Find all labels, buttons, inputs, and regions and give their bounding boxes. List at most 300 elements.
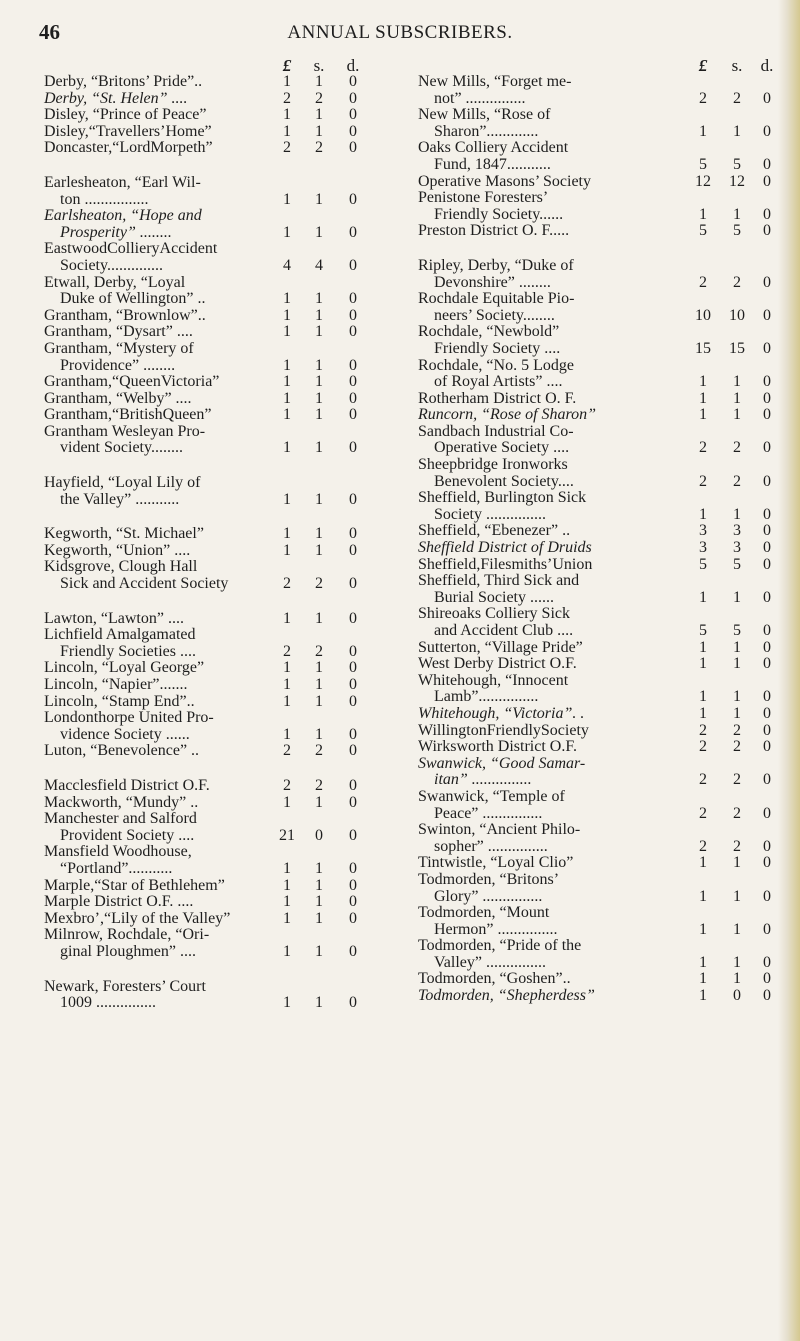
subscriber-name: vident Society........ [60, 439, 183, 457]
pence-amount: 0 [349, 676, 357, 693]
shillings-amount: 1 [315, 439, 323, 457]
subscriber-entry [418, 953, 771, 972]
page-number: 46 [39, 20, 60, 44]
pounds-amount: 1 [283, 609, 291, 627]
pence-amount: 0 [763, 688, 771, 706]
subscriber-entry [44, 374, 394, 391]
subscriber-entry [418, 457, 768, 474]
right-column [418, 56, 774, 1005]
pence-amount: 0 [349, 356, 357, 374]
pence-amount: 0 [349, 89, 357, 107]
subscriber-entry [418, 324, 768, 341]
shillings-amount: 5 [733, 155, 741, 173]
subscriber-entry [44, 407, 394, 424]
subscriber-name: Mexbro’,“Lily of the Valley” [44, 909, 231, 927]
pence-amount: 0 [763, 854, 771, 872]
pence-amount: 0 [349, 525, 357, 543]
subscriber-name: Operative Society .... [434, 439, 570, 457]
shillings-amount: 0 [733, 987, 741, 1005]
shillings-amount: 1 [733, 373, 741, 391]
pence-header: d. [346, 56, 360, 75]
subscriber-entry [418, 872, 768, 889]
subscriber-name: Disley,“Travellers’Home” [44, 122, 212, 140]
subscriber-entry [418, 273, 771, 292]
pounds-amount: 1 [699, 406, 707, 424]
subscriber-name: Lincoln, “Loyal George” [44, 659, 205, 677]
subscriber-entry [44, 424, 394, 441]
subscriber-name: Lawton, “Lawton” .... [44, 609, 184, 627]
subscriber-entry [418, 291, 768, 308]
pence-amount: 0 [349, 942, 357, 960]
pence-amount: 0 [763, 306, 771, 324]
pounds-amount: 2 [283, 642, 291, 660]
shillings-amount: 1 [315, 909, 323, 927]
subscriber-entry [418, 140, 768, 157]
shillings-amount: 3 [733, 522, 741, 540]
shillings-amount: 1 [733, 505, 741, 523]
subscriber-name: Friendly Society...... [434, 205, 564, 223]
subscriber-name: Manchester and Salford [44, 810, 197, 828]
subscriber-name: New Mills, “Forget me- [418, 73, 572, 90]
shillings-amount: 1 [315, 893, 323, 911]
subscriber-name: Hermon” ............... [434, 920, 558, 938]
subscriber-entry [418, 887, 771, 906]
shillings-amount: 1 [315, 323, 323, 341]
shillings-amount: 1 [733, 406, 741, 424]
pence-amount: 0 [763, 588, 771, 606]
subscriber-entry [418, 822, 768, 839]
subscriber-entry [418, 439, 771, 457]
pence-amount: 0 [349, 541, 357, 559]
subscriber-entry [44, 543, 394, 560]
page-header [0, 20, 800, 46]
pounds-amount: 2 [699, 837, 707, 855]
shillings-amount: 2 [315, 642, 323, 660]
subscriber-name: Whitehough, “Innocent [418, 671, 569, 689]
shillings-amount: 2 [315, 776, 323, 794]
pounds-amount: 2 [699, 721, 707, 739]
pence-amount: 0 [349, 793, 357, 811]
pence-amount: 0 [349, 190, 357, 208]
shillings-header: s. [313, 56, 325, 75]
subscriber-entry [44, 778, 394, 795]
pounds-amount: 1 [699, 854, 707, 872]
subscriber-entry [418, 721, 771, 740]
pence-amount: 0 [349, 406, 357, 424]
subscriber-entry [418, 738, 771, 756]
subscriber-entry [44, 124, 394, 141]
shillings-amount: 1 [315, 725, 323, 743]
shillings-amount: 1 [315, 659, 323, 677]
subscriber-entry [44, 694, 394, 711]
subscriber-name: Derby, “St. Helen” .... [44, 89, 188, 107]
pence-amount: 0 [349, 389, 357, 407]
subscriber-name: Grantham, “Brownlow”.. [44, 306, 206, 324]
pence-amount: 0 [763, 638, 771, 656]
subscriber-entry [44, 576, 394, 593]
subscriber-entry [44, 828, 394, 845]
pence-amount: 0 [763, 505, 771, 523]
pence-amount: 0 [763, 655, 771, 673]
shillings-amount: 2 [315, 89, 323, 107]
subscriber-entry [44, 208, 394, 225]
subscriber-entry [418, 771, 771, 789]
pounds-amount: 1 [283, 659, 291, 677]
pence-amount: 0 [349, 139, 357, 157]
subscriber-name: West Derby District O.F. [418, 655, 577, 673]
pence-amount: 0 [349, 859, 357, 877]
subscriber-entry [418, 424, 768, 441]
pence-amount: 0 [763, 172, 771, 190]
subscriber-name: Oaks Colliery Accident [418, 139, 569, 157]
subscriber-entry [44, 241, 394, 258]
subscriber-name: Todmorden, “Mount [418, 904, 550, 922]
shillings-amount: 1 [315, 122, 323, 140]
subscriber-entry [418, 539, 771, 557]
subscriber-name: Earlesheaton, “Earl Wil- [44, 173, 201, 191]
pence-amount: 0 [349, 256, 357, 274]
subscriber-entry [44, 341, 394, 358]
subscriber-name: Doncaster,“LordMorpeth” [44, 139, 213, 157]
subscriber-entry [44, 74, 394, 91]
pounds-amount: 2 [283, 742, 291, 760]
subscriber-name: and Accident Club .... [434, 622, 574, 639]
subscriber-entry [44, 358, 394, 375]
shillings-amount: 1 [733, 205, 741, 223]
subscriber-entry [44, 492, 394, 509]
pence-amount: 0 [349, 692, 357, 710]
subscriber-entry [418, 789, 768, 806]
subscriber-entry [44, 140, 394, 157]
shillings-amount: 1 [315, 859, 323, 877]
pounds-amount: 1 [283, 876, 291, 894]
subscriber-entry [44, 391, 394, 408]
shillings-amount: 1 [733, 854, 741, 872]
subscriber-entry [44, 795, 394, 812]
pounds-amount: 1 [283, 439, 291, 457]
subscriber-entry [418, 522, 771, 540]
subscriber-entry [44, 894, 394, 911]
shillings-amount: 1 [315, 994, 323, 1012]
subscriber-entry [418, 258, 768, 275]
subscriber-name: Todmorden, “Britons’ [418, 870, 560, 888]
shillings-amount: 1 [315, 609, 323, 627]
subscriber-entry [44, 743, 394, 760]
pence-amount: 0 [763, 439, 771, 457]
subscriber-name: Etwall, Derby, “Loyal [44, 273, 186, 291]
subscriber-name: Milnrow, Rochdale, “Ori- [44, 926, 210, 944]
shillings-amount: 1 [733, 588, 741, 606]
pounds-amount: 5 [699, 555, 707, 573]
shillings-amount: 1 [315, 541, 323, 559]
subscriber-name: Peace” ............... [434, 804, 543, 822]
subscriber-entry [418, 704, 771, 723]
pounds-amount: 1 [283, 373, 291, 391]
subscriber-entry [418, 756, 768, 773]
subscriber-entry [418, 89, 771, 108]
shillings-amount: 1 [733, 688, 741, 706]
pounds-amount: 1 [699, 953, 707, 971]
subscriber-entry [44, 927, 394, 944]
pounds-amount: 1 [283, 106, 291, 124]
subscriber-entry [418, 505, 771, 524]
subscriber-name: Ripley, Derby, “Duke of [418, 256, 574, 274]
pounds-amount: 4 [283, 256, 291, 274]
currency-header [418, 56, 774, 75]
shillings-header: s. [731, 56, 743, 75]
pence-amount: 0 [349, 725, 357, 743]
subscriber-entry [418, 606, 768, 623]
subscriber-entry [418, 373, 771, 391]
subscriber-name: ton ................ [60, 190, 149, 208]
pence-amount: 0 [349, 323, 357, 341]
pounds-amount: 1 [699, 887, 707, 905]
pounds-amount: 1 [699, 389, 707, 407]
subscriber-name: of Royal Artists” .... [434, 373, 563, 391]
subscriber-entry [44, 258, 394, 275]
subscriber-name: Tintwistle, “Loyal Clio” [418, 854, 574, 872]
pence-amount: 0 [349, 106, 357, 124]
subscriber-entry [418, 190, 768, 207]
page-title: ANNUAL SUBSCRIBERS. [287, 22, 513, 43]
pence-amount: 0 [349, 994, 357, 1012]
subscriber-name: Swanwick, “Good Samar- [418, 754, 586, 772]
pence-amount: 0 [763, 721, 771, 739]
subscriber-entry [418, 938, 768, 955]
subscriber-name: Grantham, “Dysart” .... [44, 323, 193, 341]
pounds-amount: 1 [283, 541, 291, 559]
shillings-amount: 1 [315, 676, 323, 693]
subscriber-entry [44, 911, 394, 928]
subscriber-name: the Valley” ........... [60, 490, 180, 508]
pounds-amount: 1 [699, 688, 707, 706]
subscriber-name: “Portland”........... [60, 859, 173, 877]
shillings-amount: 1 [315, 876, 323, 894]
subscriber-entry [44, 627, 394, 644]
shillings-amount: 2 [733, 721, 741, 739]
shillings-amount: 1 [315, 223, 323, 241]
pence-amount: 0 [763, 122, 771, 140]
shillings-amount: 2 [733, 89, 741, 107]
shillings-amount: 1 [733, 920, 741, 938]
subscriber-entry [44, 291, 394, 308]
subscriber-name: Prosperity” ........ [60, 223, 172, 241]
pounds-amount: 5 [699, 222, 707, 240]
subscriber-name: Burial Society ...... [434, 588, 554, 606]
subscriber-name: Lincoln, “Stamp End”.. [44, 692, 195, 710]
subscriber-entry [44, 225, 394, 242]
subscriber-entry [44, 611, 394, 628]
subscriber-name: Swinton, “Ancient Philo- [418, 821, 581, 839]
subscriber-name: Sheffield, Burlington Sick [418, 489, 587, 507]
pounds-amount: 1 [283, 190, 291, 208]
subscriber-name: Todmorden, “Pride of the [418, 937, 582, 955]
pence-amount: 0 [349, 659, 357, 677]
pence-amount: 0 [349, 122, 357, 140]
pounds-amount: 1 [283, 909, 291, 927]
pounds-amount: 1 [699, 505, 707, 523]
pounds-amount: 1 [699, 205, 707, 223]
pence-amount: 0 [763, 837, 771, 855]
subscriber-name: Rochdale, “No. 5 Lodge [418, 356, 574, 374]
subscriber-entry [418, 673, 768, 690]
subscriber-name: Grantham, “Welby” .... [44, 389, 192, 407]
shillings-amount: 15 [729, 339, 745, 357]
subscriber-entry [44, 526, 394, 543]
shillings-amount: 3 [733, 539, 741, 557]
pounds-amount: 1 [283, 490, 291, 508]
pounds-amount: 3 [699, 539, 707, 557]
pounds-amount: 1 [699, 373, 707, 391]
subscriber-entry [418, 222, 771, 240]
subscriber-entry [418, 306, 771, 325]
pence-amount: 0 [763, 953, 771, 971]
subscriber-entry [418, 588, 771, 607]
subscriber-name: Sheffield, Third Sick and [418, 572, 580, 590]
shillings-amount: 2 [733, 738, 741, 756]
pounds-header: £ [282, 56, 292, 75]
pence-amount: 0 [349, 642, 357, 660]
subscriber-name: not” ............... [434, 89, 526, 107]
pence-amount: 0 [349, 909, 357, 927]
shillings-amount: 1 [733, 122, 741, 140]
subscriber-name: Lichfield Amalgamated [44, 626, 196, 644]
subscriber-name: WillingtonFriendlySociety [418, 721, 589, 739]
pence-amount: 0 [763, 222, 771, 240]
shillings-amount: 5 [733, 555, 741, 573]
pounds-amount: 1 [283, 122, 291, 140]
pounds-amount: 1 [283, 859, 291, 877]
shillings-amount: 5 [733, 622, 741, 639]
shillings-amount: 2 [733, 837, 741, 855]
subscriber-name: Sheffield,Filesmiths’Union [418, 555, 593, 573]
subscriber-entry [44, 644, 394, 661]
subscriber-name: Grantham Wesleyan Pro- [44, 422, 206, 440]
pounds-header: £ [698, 56, 708, 75]
subscriber-name: Londonthorpe United Pro- [44, 709, 214, 727]
shillings-amount: 1 [733, 704, 741, 722]
subscriber-entry [44, 861, 394, 878]
pounds-amount: 1 [699, 638, 707, 656]
pounds-amount: 2 [699, 804, 707, 822]
shillings-amount: 4 [315, 256, 323, 274]
pounds-amount: 1 [283, 725, 291, 743]
subscriber-name: Derby, “Britons’ Pride”.. [44, 73, 203, 90]
shillings-amount: 1 [733, 953, 741, 971]
subscriber-entry [44, 878, 394, 895]
pounds-amount: 2 [699, 89, 707, 107]
pence-amount: 0 [763, 205, 771, 223]
subscriber-entry [44, 107, 394, 124]
subscriber-name: EastwoodCollieryAccident [44, 240, 218, 258]
subscriber-name: Benevolent Society.... [434, 472, 574, 490]
pence-amount: 0 [763, 389, 771, 407]
pounds-amount: 2 [699, 771, 707, 789]
subscriber-name: Sandbach Industrial Co- [418, 422, 574, 440]
subscriber-entry [418, 205, 771, 224]
subscriber-entry [44, 710, 394, 727]
subscriber-name: Macclesfield District O.F. [44, 776, 210, 794]
currency-header [44, 58, 394, 74]
subscriber-name: Devonshire” ........ [434, 273, 551, 291]
subscriber-name: Rochdale, “Newbold” [418, 323, 560, 341]
pounds-amount: 1 [283, 389, 291, 407]
pence-amount: 0 [349, 742, 357, 760]
subscriber-name: Wirksworth District O.F. [418, 738, 577, 756]
pounds-amount: 1 [699, 588, 707, 606]
subscriber-entry [418, 970, 771, 988]
shillings-amount: 2 [315, 575, 323, 593]
subscriber-entry [44, 475, 394, 492]
pounds-amount: 1 [283, 692, 291, 710]
subscriber-entry [44, 944, 394, 961]
subscriber-entry [418, 655, 771, 673]
subscriber-name: Todmorden, “Shepherdess” [418, 987, 595, 1005]
pence-amount: 0 [349, 439, 357, 457]
subscriber-entry [44, 559, 394, 576]
pence-header: d. [760, 56, 774, 75]
shillings-amount: 5 [733, 222, 741, 240]
subscriber-entry [44, 995, 394, 1012]
subscriber-name: Newark, Foresters’ Court [44, 977, 206, 995]
pence-amount: 0 [763, 987, 771, 1005]
subscriber-name: Kegworth, “Union” .... [44, 541, 191, 559]
subscriber-name: Society.............. [60, 256, 163, 274]
pence-amount: 0 [763, 622, 771, 639]
shillings-amount: 1 [315, 793, 323, 811]
pence-amount: 0 [763, 373, 771, 391]
subscriber-entry [418, 804, 771, 823]
pence-amount: 0 [763, 539, 771, 557]
subscriber-name: Sutterton, “Village Pride” [418, 638, 583, 656]
subscriber-name: Swanwick, “Temple of [418, 787, 565, 805]
subscriber-name: Friendly Society .... [434, 339, 561, 357]
pence-amount: 0 [763, 920, 771, 938]
shillings-amount: 2 [315, 742, 323, 760]
shillings-amount: 1 [315, 290, 323, 308]
subscriber-name: Lincoln, “Napier”....... [44, 676, 188, 693]
subscriber-entry [418, 472, 771, 491]
shillings-amount: 10 [729, 306, 745, 324]
subscriber-entry [418, 389, 771, 408]
pounds-amount: 1 [283, 942, 291, 960]
subscriber-name: 1009 ............... [60, 994, 156, 1012]
shillings-amount: 1 [733, 970, 741, 988]
shillings-amount: 1 [315, 356, 323, 374]
pence-amount: 0 [349, 290, 357, 308]
shillings-amount: 1 [315, 306, 323, 324]
shillings-amount: 2 [733, 439, 741, 457]
shillings-amount: 0 [315, 826, 323, 844]
subscriber-name: Luton, “Benevolence” .. [44, 742, 200, 760]
pence-amount: 0 [349, 609, 357, 627]
subscriber-entry [44, 91, 394, 108]
shillings-amount: 1 [315, 942, 323, 960]
pence-amount: 0 [763, 339, 771, 357]
subscriber-entry [418, 920, 771, 939]
pounds-amount: 1 [283, 356, 291, 374]
subscriber-name: Society ............... [434, 505, 546, 523]
subscriber-entry [44, 308, 394, 325]
subscriber-name: Marple District O.F. .... [44, 893, 194, 911]
pounds-amount: 2 [283, 575, 291, 593]
pounds-amount: 21 [279, 826, 295, 844]
subscriber-name: Whitehough, “Victoria”. . [418, 704, 585, 722]
subscriber-name: Grantham,“QueenVictoria” [44, 373, 220, 391]
shillings-amount: 1 [315, 490, 323, 508]
subscriber-name: Fund, 1847........... [434, 155, 551, 173]
pence-amount: 0 [349, 776, 357, 794]
